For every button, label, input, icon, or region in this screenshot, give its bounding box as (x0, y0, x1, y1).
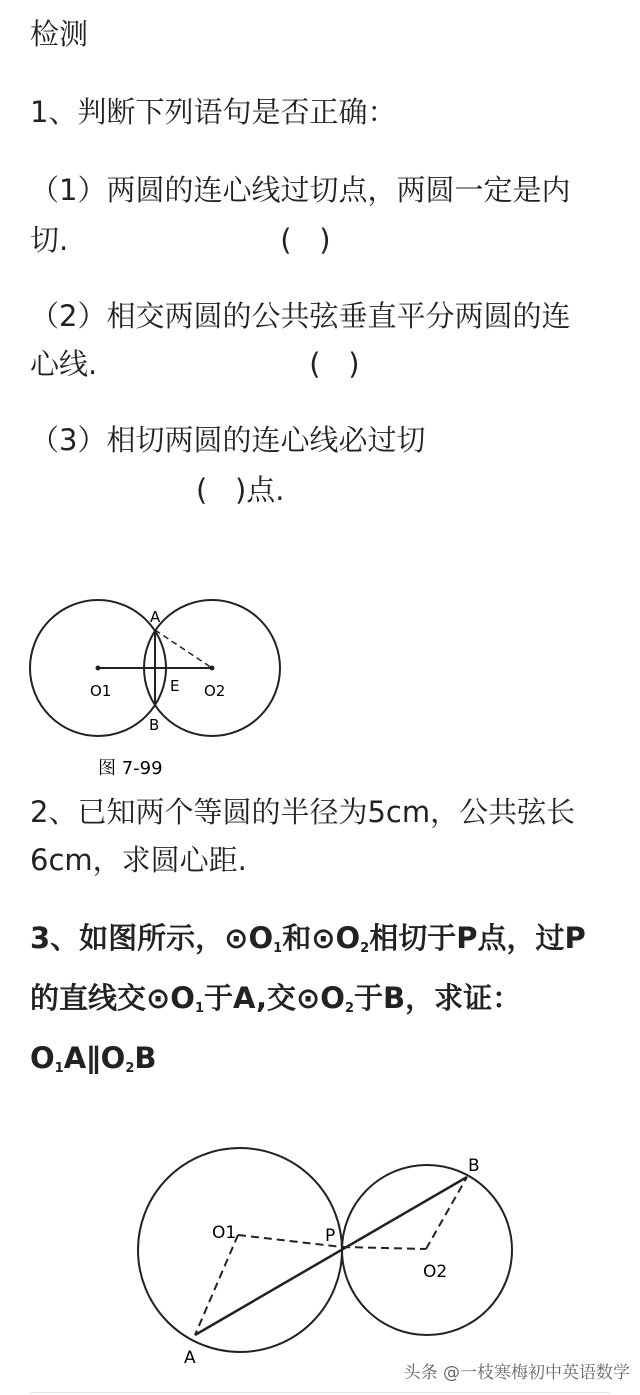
question-1-item-3-line-1: （3）相切两圆的连心线必过切 (30, 423, 426, 457)
label-b: B (149, 716, 160, 734)
label-a: A (150, 608, 161, 626)
figure-caption: 图 7-99 (98, 758, 163, 779)
label-o1: O1 (90, 682, 112, 700)
point-o2 (210, 666, 215, 671)
line-ab (195, 1177, 467, 1335)
bottom-divider (30, 1392, 610, 1393)
point-o1 (96, 666, 101, 671)
question-1-item-1-line-1: （1）两圆的连心线过切点，两圆一定是内 (30, 173, 571, 207)
circle-o1 (138, 1148, 342, 1352)
label-p: P (325, 1226, 336, 1246)
label-b: B (468, 1156, 480, 1176)
question-2-line-2: 6cm，求圆心距. (30, 843, 247, 877)
question-3-line-2: 的直线交$⊙O_1$于A,交$⊙O_2$于B，求证： (30, 981, 522, 1016)
question-3-line-1: 3、如图所示，$⊙O_1$和$⊙O_2$相切于P点，过P (30, 921, 586, 956)
question-1-item-3-line-2: ( )点. (196, 473, 285, 507)
circle-o2 (342, 1165, 512, 1335)
question-2-line-1: 2、已知两个等圆的半径为5cm，公共弦长 (30, 795, 576, 829)
label-a: A (184, 1348, 196, 1368)
label-o2: O2 (204, 682, 226, 700)
dashed-p-o2 (342, 1247, 426, 1249)
figure-intersecting-circles (20, 590, 300, 790)
question-1-item-1-line-2: 切. ( ) (30, 223, 331, 257)
dashed-o1-a (195, 1235, 238, 1335)
section-heading: 检测 (30, 17, 89, 51)
figure-tangent-circles (120, 1125, 540, 1370)
label-o2: O2 (423, 1262, 448, 1282)
question-1-item-2-line-2: 心线. ( ) (30, 347, 360, 381)
question-3-line-3: $O_1A\parallel O_2B$ (30, 1041, 157, 1076)
question-1-title: 1、判断下列语句是否正确： (30, 95, 397, 129)
label-e: E (170, 677, 180, 695)
watermark: 头条 @一枝寒梅初中英语数学 (403, 1363, 630, 1383)
label-o1: O1 (212, 1223, 237, 1243)
question-1-item-2-line-1: （2）相交两圆的公共弦垂直平分两圆的连 (30, 299, 571, 333)
